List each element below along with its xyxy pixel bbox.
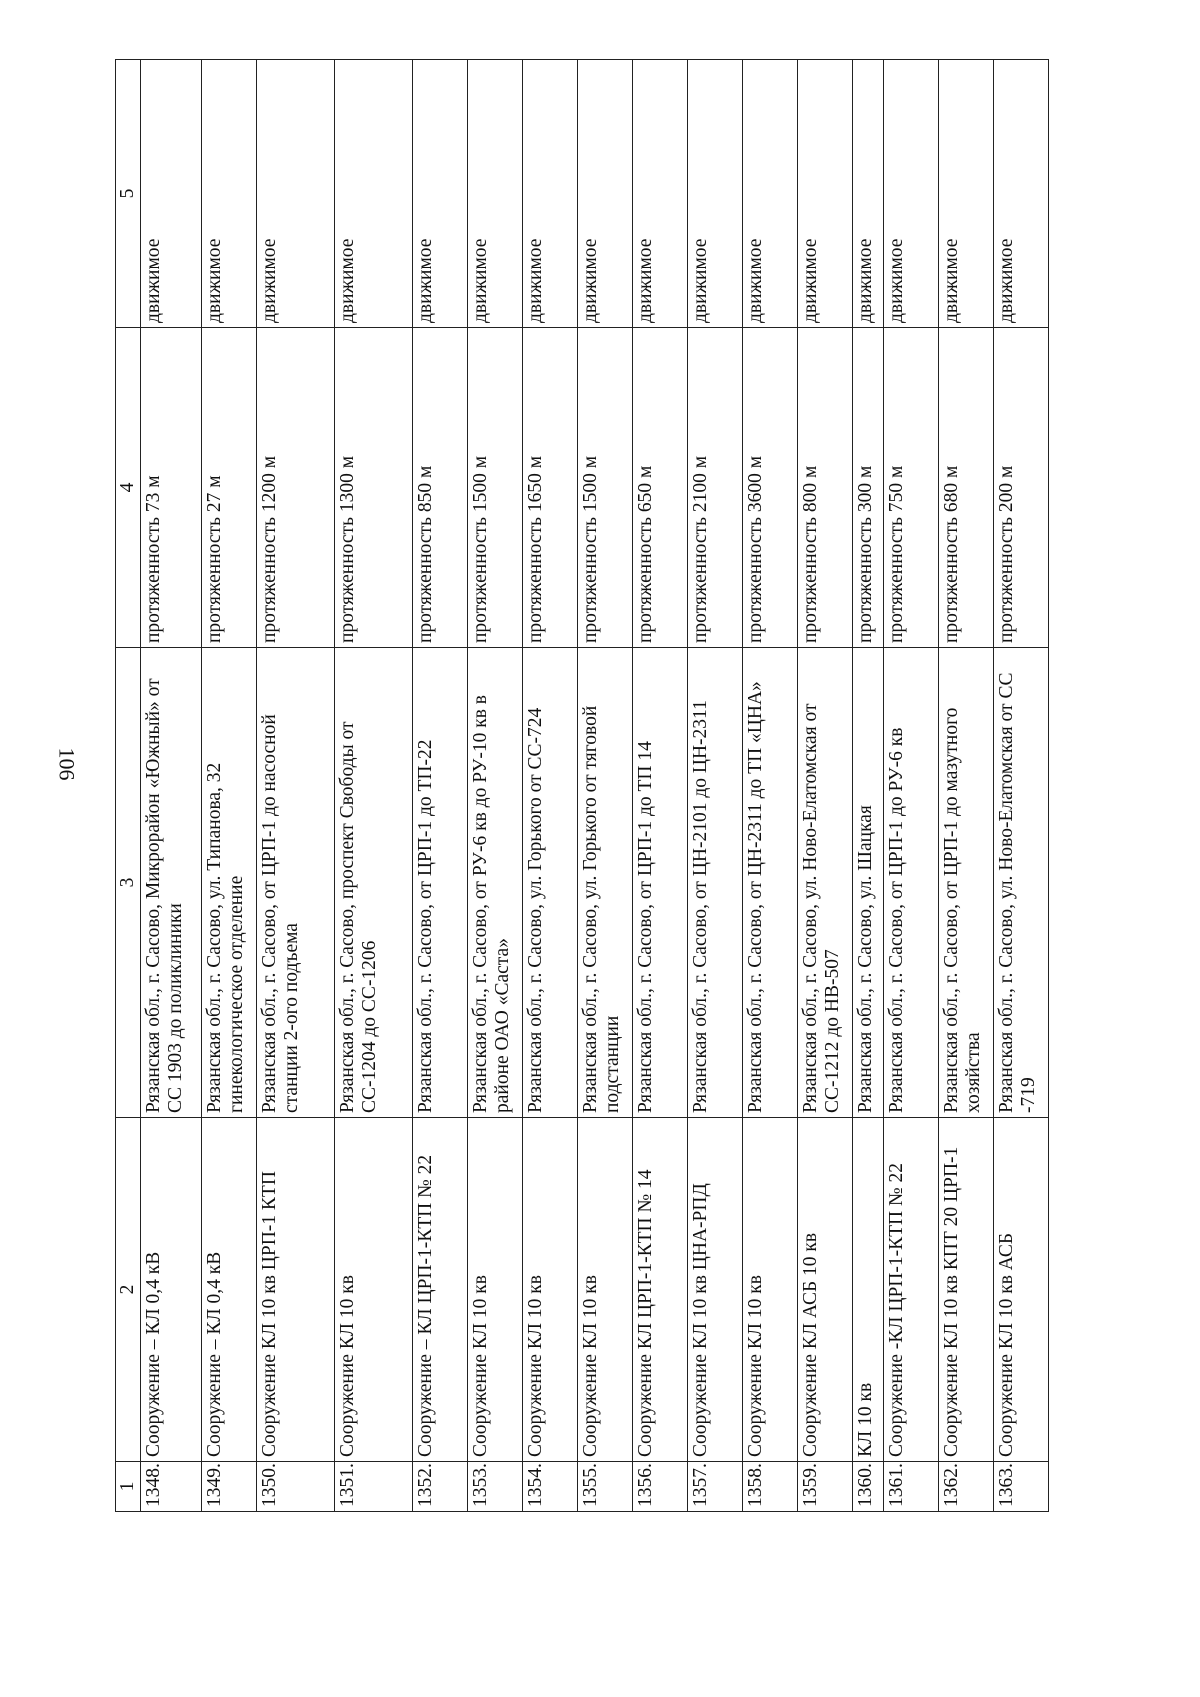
- object-address: Рязанская обл., г. Сасово, проспект Свободы от СС-1204 до СС-1206: [335, 648, 413, 1118]
- table-row: [468, 60, 523, 1512]
- object-address: Рязанская обл., г. Сасово, от ЦРП-1 до насосной станции 2-ого подъема: [257, 648, 335, 1118]
- object-address: Рязанская обл., г. Сасово, от ЦН-2101 до ЦН-2311: [688, 648, 743, 1118]
- property-type: движимое: [994, 60, 1049, 328]
- column-header: 5: [116, 60, 141, 328]
- object-name: Сооружение КЛ 10 кв: [578, 1118, 633, 1462]
- table-row: [141, 60, 202, 1512]
- object-address: Рязанская обл., г. Сасово, ул. Шацкая: [853, 648, 884, 1118]
- row-number: 1357.: [688, 1462, 743, 1512]
- property-type: движимое: [884, 60, 939, 328]
- property-type: движимое: [202, 60, 257, 328]
- object-length: протяженность 1200 м: [257, 328, 335, 648]
- page-number: [50, 747, 80, 790]
- property-type: движимое: [939, 60, 994, 328]
- object-name: Сооружение КЛ АСБ 10 кв: [798, 1118, 853, 1462]
- table-row: [523, 60, 578, 1512]
- object-length: протяженность 1650 м: [523, 328, 578, 648]
- property-type: движимое: [523, 60, 578, 328]
- row-number: 1361.: [884, 1462, 939, 1512]
- object-name: Сооружение КЛ 10 кв: [468, 1118, 523, 1462]
- row-number: 1353.: [468, 1462, 523, 1512]
- object-name: Сооружение – КЛ 0,4 кВ: [202, 1118, 257, 1462]
- rotated-table-container: [115, 60, 1050, 1512]
- object-length: протяженность 3600 м: [743, 328, 798, 648]
- property-type: движимое: [578, 60, 633, 328]
- row-number: 1354.: [523, 1462, 578, 1512]
- table-row: [633, 60, 688, 1512]
- table-row: [939, 60, 994, 1512]
- row-number: 1352.: [413, 1462, 468, 1512]
- header-row: [116, 60, 141, 1512]
- row-number: 1351.: [335, 1462, 413, 1512]
- table-row: [853, 60, 884, 1512]
- object-address: Рязанская обл., г. Сасово, от ЦРП-1 до мазутного хозяйства: [939, 648, 994, 1118]
- object-length: протяженность 1500 м: [578, 328, 633, 648]
- object-length: протяженность 750 м: [884, 328, 939, 648]
- row-number: 1362.: [939, 1462, 994, 1512]
- object-address: Рязанская обл., г. Сасово, ул. Типанова, 32 гинекологическое отделение: [202, 648, 257, 1118]
- object-address: Рязанская обл., г. Сасово, от ЦРП-1 до ТП 14: [633, 648, 688, 1118]
- row-number: 1360.: [853, 1462, 884, 1512]
- object-name: КЛ 10 кв: [853, 1118, 884, 1462]
- object-address: Рязанская обл., г. Сасово, от РУ-6 кв до РУ-10 кв в районе ОАО «Саста»: [468, 648, 523, 1118]
- object-name: Сооружение КЛ 10 кв КПТ 20 ЦРП-1: [939, 1118, 994, 1462]
- object-address: Рязанская обл., г. Сасово, ул. Ново-Елатомская от СС-1212 до НВ-507: [798, 648, 853, 1118]
- object-name: Сооружение КЛ 10 кв: [743, 1118, 798, 1462]
- object-address: Рязанская обл., г. Сасово, ул. Горького от тяговой подстанции: [578, 648, 633, 1118]
- table-row: [413, 60, 468, 1512]
- object-name: Сооружение КЛ 10 кв ЦРП-1 КТП: [257, 1118, 335, 1462]
- row-number: 1349.: [202, 1462, 257, 1512]
- property-type: движимое: [413, 60, 468, 328]
- table-row: [257, 60, 335, 1512]
- column-header: 4: [116, 328, 141, 648]
- object-address: Рязанская обл., г. Сасово, от ЦН-2311 до ТП «ЦНА»: [743, 648, 798, 1118]
- property-registry-table: [115, 59, 1049, 1512]
- property-type: движимое: [853, 60, 884, 328]
- row-number: 1348.: [141, 1462, 202, 1512]
- object-name: Сооружение КЛ 10 кв: [523, 1118, 578, 1462]
- object-length: протяженность 300 м: [853, 328, 884, 648]
- object-name: Сооружение КЛ 10 кв ЦНА-РПД: [688, 1118, 743, 1462]
- column-header: 1: [116, 1462, 141, 1512]
- object-address: Рязанская обл., г. Сасово, от ЦРП-1 до РУ-6 кв: [884, 648, 939, 1118]
- object-length: протяженность 680 м: [939, 328, 994, 648]
- table-row: [798, 60, 853, 1512]
- object-length: протяженность 1300 м: [335, 328, 413, 648]
- property-type: движимое: [743, 60, 798, 328]
- column-header: 2: [116, 1118, 141, 1462]
- property-type: движимое: [798, 60, 853, 328]
- object-name: Сооружение КЛ 10 кв АСБ: [994, 1118, 1049, 1462]
- property-type: движимое: [468, 60, 523, 328]
- table-body: [141, 60, 1049, 1512]
- table-row: [743, 60, 798, 1512]
- row-number: 1363.: [994, 1462, 1049, 1512]
- object-name: Сооружение – КЛ ЦРП-1-КТП № 22: [413, 1118, 468, 1462]
- table-row: [884, 60, 939, 1512]
- object-length: протяженность 27 м: [202, 328, 257, 648]
- row-number: 1355.: [578, 1462, 633, 1512]
- property-type: движимое: [633, 60, 688, 328]
- row-number: 1358.: [743, 1462, 798, 1512]
- object-length: протяженность 2100 м: [688, 328, 743, 648]
- table-row: [578, 60, 633, 1512]
- object-address: Рязанская обл., г. Сасово, ул. Ново-Елатомская от СС -719: [994, 648, 1049, 1118]
- table-row: [202, 60, 257, 1512]
- page-number-text: 106: [54, 747, 80, 781]
- row-number: 1356.: [633, 1462, 688, 1512]
- object-address: Рязанская обл., г. Сасово, от ЦРП-1 до ТП-22: [413, 648, 468, 1118]
- row-number: 1350.: [257, 1462, 335, 1512]
- object-length: протяженность 73 м: [141, 328, 202, 648]
- object-length: протяженность 200 м: [994, 328, 1049, 648]
- table-row: [994, 60, 1049, 1512]
- object-address: Рязанская обл., г. Сасово, Микрорайон «Южный» от СС 1903 до поликлиники: [141, 648, 202, 1118]
- object-length: протяженность 800 м: [798, 328, 853, 648]
- property-type: движимое: [257, 60, 335, 328]
- object-length: протяженность 1500 м: [468, 328, 523, 648]
- row-number: 1359.: [798, 1462, 853, 1512]
- table-row: [335, 60, 413, 1512]
- object-length: протяженность 650 м: [633, 328, 688, 648]
- object-length: протяженность 850 м: [413, 328, 468, 648]
- object-name: Сооружение – КЛ 0,4 кВ: [141, 1118, 202, 1462]
- object-name: Сооружение -КЛ ЦРП-1-КТП № 22: [884, 1118, 939, 1462]
- property-type: движимое: [141, 60, 202, 328]
- object-name: Сооружение КЛ ЦРП-1-КТП № 14: [633, 1118, 688, 1462]
- table-row: [688, 60, 743, 1512]
- column-header: 3: [116, 648, 141, 1118]
- object-address: Рязанская обл., г. Сасово, ул. Горького от СС-724: [523, 648, 578, 1118]
- property-type: движимое: [335, 60, 413, 328]
- property-type: движимое: [688, 60, 743, 328]
- object-name: Сооружение КЛ 10 кв: [335, 1118, 413, 1462]
